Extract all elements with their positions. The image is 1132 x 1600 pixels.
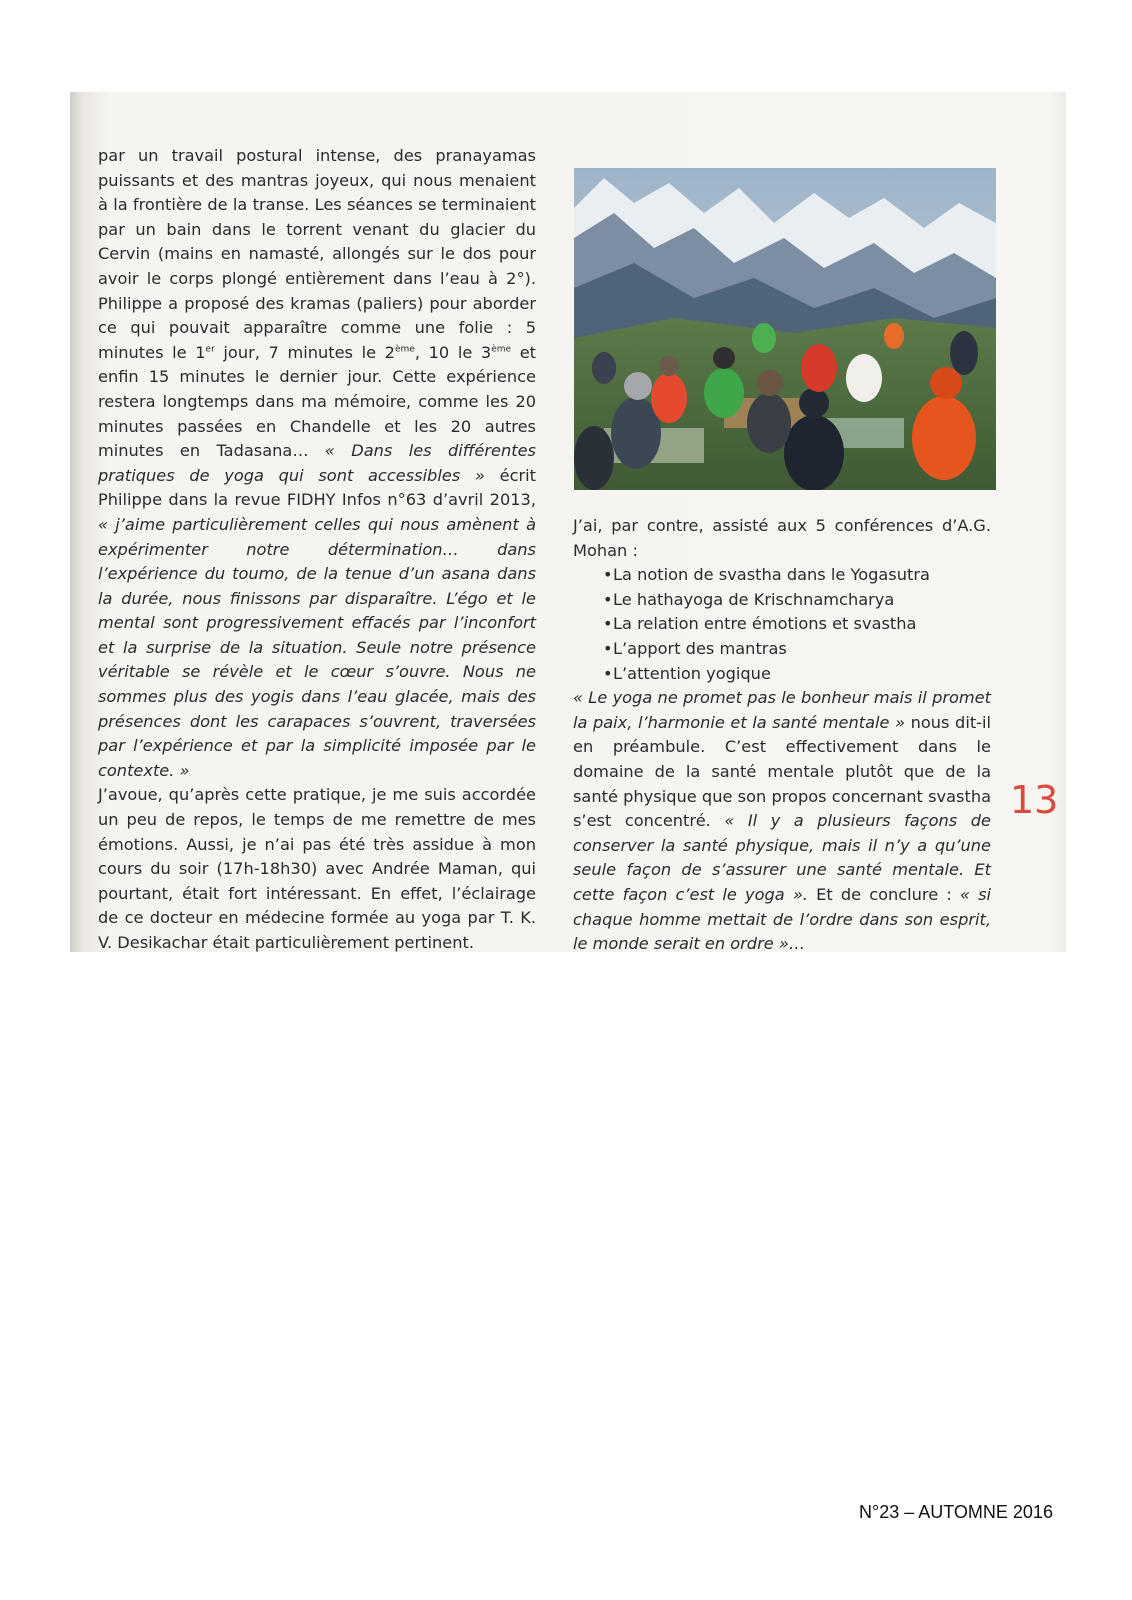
quote-yoga-promise: « Le yoga ne promet pas le bonheur mais il promet la paix, l’harmonie et la santé mentale » [573, 688, 991, 732]
sup-3: ème [491, 344, 512, 355]
bullet-icon: • [603, 589, 613, 609]
text-practice: par un travail postural intense, des pranayamas puissants et des mantras joyeux, qui nous menaient à la frontière de la transe. Les séances se terminaient par un bain dans le torrent venant du glacier du Cervin (mains en namasté, allongés sur le dos pour avoir le corps plongé entièrement dans l’eau à 2°). Philippe a proposé des kramas (paliers) pour aborder ce qui pouvait apparaître comme une folie : [98, 146, 536, 338]
list-item [603, 612, 991, 637]
list-item-label: L’apport des mantras [613, 638, 787, 658]
text-conclude: Et de conclure : [807, 884, 952, 904]
bullet-icon: • [603, 663, 613, 683]
bullet-icon: • [603, 638, 613, 658]
photo-illustration [574, 168, 996, 490]
paragraph-conferences: J’ai, par contre, assisté aux 5 conférences d’A.G. Mohan : [573, 516, 991, 560]
paragraph-rest: J’avoue, qu’après cette pratique, je me suis accordée un peu de repos, le temps de me remettre de mes émotions. Aussi, je n’ai pas été très assidue à mon cours du soir (17h-18h30) avec Andrée Maman, qui pourtant, était fort intéressant. En effet, l’éclairage de ce docteur en médecine formée au yoga par T. K. V. Desikachar était particulièrement pertinent. [98, 785, 536, 952]
left-column [98, 144, 536, 956]
conference-list [573, 563, 991, 686]
right-column [573, 514, 991, 957]
list-item [603, 637, 991, 662]
quote-practices: « Dans les différentes pratiques de yoga qui sont accessibles » [98, 441, 536, 485]
yoga-mountain-photo [574, 168, 996, 490]
bullet-icon: • [603, 614, 613, 634]
quote-order: « si chaque homme mettait de l’ordre dans son esprit, le monde serait en ordre »… [573, 884, 992, 954]
quote-determination: « j’aime particulièrement celles qui nous amènent à expérimenter notre détermination… dans l’expérience du toumo, de la tenue d’un asana dans la durée, nous finissons par disparaître. L’égo et le mental sont progressivement effacés par l’inconfort et la surprise de la situation. Seule notre présence véritable se révèle et le cœur s’ouvre. Nous ne sommes plus des yogis dans l’eau glacée, mais des présences dont les carapaces s’ouvrent, traversées par l’expérience et par la simplicité imposée par le contexte. » [98, 514, 536, 780]
list-item-label: La relation entre émotions et svastha [613, 614, 917, 634]
sup-1: er [205, 344, 215, 355]
text-minutes-c: , 10 le 3 [414, 342, 492, 362]
paragraph-practice [98, 144, 536, 783]
list-item [603, 588, 991, 613]
text-minutes-b: jour, 7 minutes le 2 [214, 342, 395, 362]
list-item [603, 563, 991, 588]
text-minutes-d: et enfin 15 minutes le dernier jour. Cette expérience restera longtemps dans ma mémoire, comme les 20 minutes passées en Chandelle et les 20 autres minutes en Tadasana… [98, 342, 536, 461]
page-number: 13 [1010, 778, 1059, 822]
sup-2: ème [394, 344, 415, 355]
text-minutes-a: 5 minutes le 1 [98, 318, 536, 362]
issue-footer: N°23 – AUTOMNE 2016 [859, 1502, 1053, 1522]
text-preamble: nous dit-il en préambule. C’est effectivement dans le domaine de la santé mentale plutôt que de la santé physique que son propos concernant svastha s’est concentré. [573, 712, 992, 831]
list-item-label: L’attention yogique [613, 663, 771, 683]
list-item-label: Le hathayoga de Krischnamcharya [613, 589, 895, 609]
bullet-icon: • [603, 565, 613, 585]
list-item-label: La notion de svastha dans le Yogasutra [613, 565, 930, 585]
list-item [603, 662, 991, 687]
paragraph-mohan [573, 686, 991, 957]
scanned-page [70, 92, 1066, 952]
quote-mental-health: « Il y a plusieurs façons de conserver la santé physique, mais il n’y a qu’une seule façon de s’assurer une santé mentale. Et cette façon c’est le yoga ». [573, 811, 991, 904]
text-source: écrit Philippe dans la revue FIDHY Infos n°63 d’avril 2013, [98, 465, 536, 510]
